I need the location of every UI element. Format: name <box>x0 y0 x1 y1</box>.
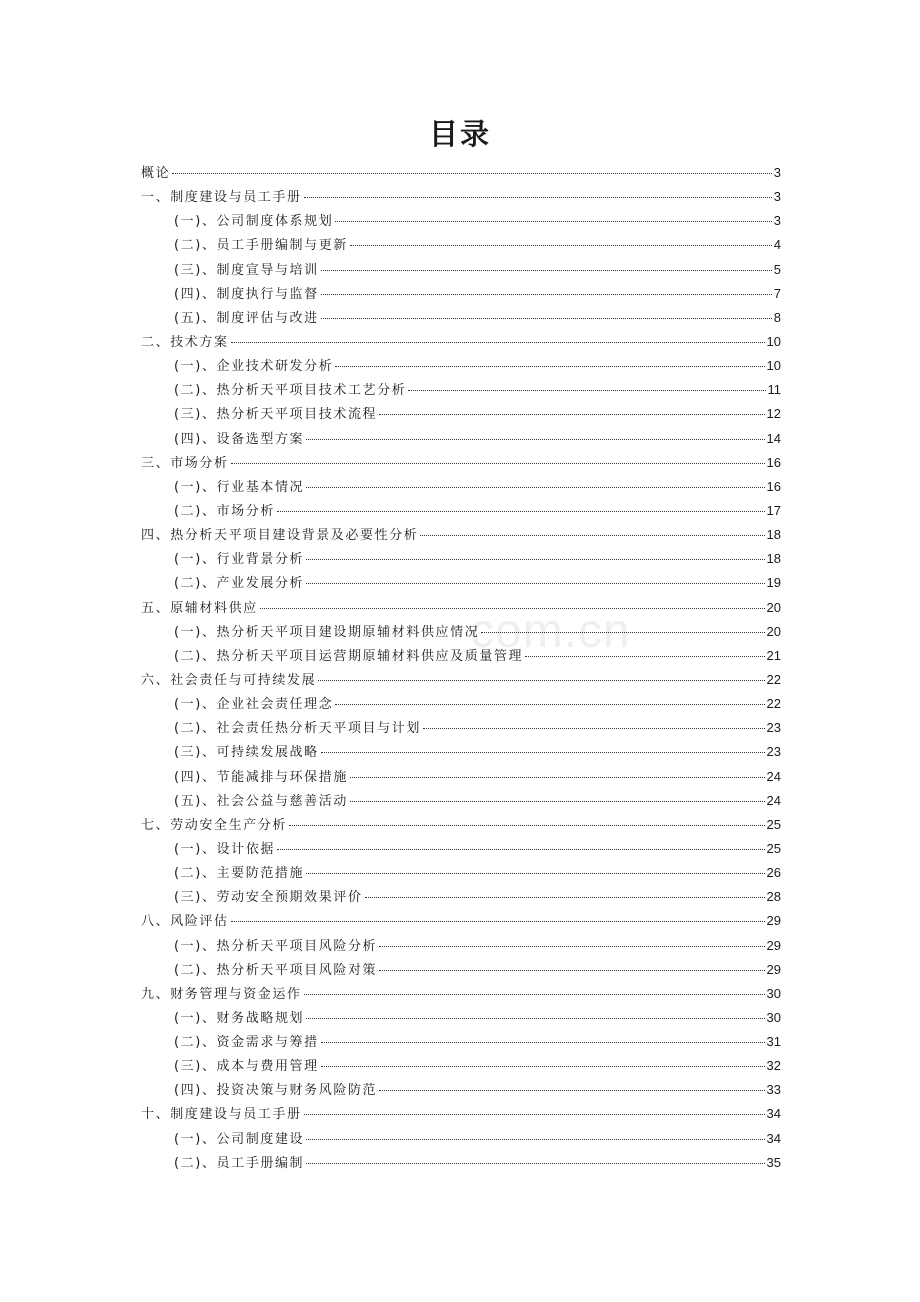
toc-entry[interactable] <box>141 185 781 209</box>
toc-entry-text: (二)、市场分析 <box>174 503 275 519</box>
toc-page-number: 22 <box>766 696 781 712</box>
toc-dot-leader <box>289 825 765 826</box>
toc-entry-text: (三)、可持续发展战略 <box>174 745 319 761</box>
toc-page-number: 30 <box>766 1009 781 1025</box>
toc-page-number: 35 <box>766 1154 781 1170</box>
toc-dot-leader <box>318 680 764 681</box>
toc-subentry[interactable] <box>141 571 781 595</box>
toc-entry[interactable] <box>141 982 781 1006</box>
toc-page-number: 26 <box>766 865 781 881</box>
toc-entry-text: (四)、制度执行与监督 <box>174 286 319 302</box>
toc-dot-leader <box>306 1163 764 1164</box>
toc-dot-leader <box>335 366 764 367</box>
toc-entry-text: (一)、公司制度建设 <box>174 1131 305 1147</box>
toc-subentry[interactable] <box>141 1006 781 1030</box>
toc-entry-text: (一)、企业社会责任理念 <box>174 697 334 713</box>
toc-page-number: 25 <box>766 840 781 856</box>
toc-page-number: 31 <box>766 1034 781 1050</box>
toc-page-number: 3 <box>773 189 781 205</box>
toc-subentry[interactable] <box>141 402 781 426</box>
watermark: com.cn <box>470 605 631 658</box>
toc-dot-leader <box>365 897 765 898</box>
toc-entry-text: (二)、资金需求与筹措 <box>174 1035 319 1051</box>
toc-page-number: 3 <box>773 213 781 229</box>
toc-dot-leader <box>306 873 764 874</box>
toc-entry[interactable] <box>141 523 781 547</box>
toc-page-number: 17 <box>766 502 781 518</box>
toc-entry-text: (二)、社会责任热分析天平项目与计划 <box>174 721 421 737</box>
toc-dot-leader <box>321 318 772 319</box>
toc-subentry[interactable] <box>141 427 781 451</box>
toc-dot-leader <box>379 970 764 971</box>
toc-entry-text: (四)、设备选型方案 <box>174 431 305 447</box>
toc-subentry[interactable] <box>141 765 781 789</box>
toc-page-number: 16 <box>766 478 781 494</box>
toc-subentry[interactable] <box>141 789 781 813</box>
toc-page-number: 14 <box>766 430 781 446</box>
toc-dot-leader <box>321 1066 765 1067</box>
toc-entry-text: (三)、热分析天平项目技术流程 <box>174 407 378 423</box>
toc-entry-text: (一)、设计依据 <box>174 841 275 857</box>
toc-page-number: 5 <box>773 261 781 277</box>
toc-dot-leader <box>277 511 765 512</box>
toc-dot-leader <box>379 414 764 415</box>
toc-entry-text: (二)、热分析天平项目技术工艺分析 <box>174 383 407 399</box>
toc-entry-text: 九、财务管理与资金运作 <box>141 986 302 1002</box>
toc-subentry[interactable] <box>141 475 781 499</box>
toc-page-number: 21 <box>766 647 781 663</box>
toc-dot-leader <box>321 270 772 271</box>
toc-dot-leader <box>379 1090 764 1091</box>
toc-page-number: 29 <box>766 913 781 929</box>
toc-dot-leader <box>306 439 764 440</box>
toc-subentry[interactable] <box>141 885 781 909</box>
toc-page-number: 8 <box>773 309 781 325</box>
toc-page-number: 34 <box>766 1106 781 1122</box>
toc-subentry[interactable] <box>141 499 781 523</box>
toc-dot-leader <box>379 946 764 947</box>
toc-page-number: 20 <box>766 599 781 615</box>
toc-dot-leader <box>423 728 765 729</box>
toc-entry-text: (一)、企业技术研发分析 <box>174 359 334 375</box>
toc-subentry[interactable] <box>141 740 781 764</box>
toc-dot-leader <box>321 752 765 753</box>
toc-page-number: 30 <box>766 985 781 1001</box>
toc-dot-leader <box>304 1114 765 1115</box>
toc-subentry[interactable] <box>141 837 781 861</box>
toc-subentry[interactable] <box>141 1151 781 1175</box>
toc-entry-text: (三)、成本与费用管理 <box>174 1059 319 1075</box>
toc-entry-text: 三、市场分析 <box>141 455 229 471</box>
toc-dot-leader <box>350 801 765 802</box>
toc-subentry[interactable] <box>141 378 781 402</box>
toc-dot-leader <box>408 390 765 391</box>
toc-subentry[interactable] <box>141 716 781 740</box>
toc-page-number: 10 <box>766 358 781 374</box>
toc-dot-leader <box>277 849 765 850</box>
toc-entry-text: 二、技术方案 <box>141 334 229 350</box>
toc-dot-leader <box>321 294 772 295</box>
toc-entry-text: (一)、财务战略规划 <box>174 1010 305 1026</box>
toc-subentry[interactable] <box>141 209 781 233</box>
toc-dot-leader <box>306 1139 764 1140</box>
toc-entry[interactable] <box>141 161 781 185</box>
toc-subentry[interactable] <box>141 282 781 306</box>
toc-page-number: 16 <box>766 454 781 470</box>
toc-entry-text: (三)、制度宣导与培训 <box>174 262 319 278</box>
toc-dot-leader <box>231 921 765 922</box>
toc-entry-text: (一)、行业基本情况 <box>174 479 305 495</box>
toc-page-number: 24 <box>766 768 781 784</box>
toc-subentry[interactable] <box>141 934 781 958</box>
toc-entry-text: 一、制度建设与员工手册 <box>141 190 302 206</box>
toc-page-number: 34 <box>766 1130 781 1146</box>
toc-entry-text: (二)、产业发展分析 <box>174 576 305 592</box>
toc-entry-text: (一)、公司制度体系规划 <box>174 214 334 230</box>
toc-page-number: 19 <box>766 575 781 591</box>
toc-entry-text: 六、社会责任与可持续发展 <box>141 672 317 688</box>
toc-page-number: 18 <box>766 527 781 543</box>
toc-page-number: 7 <box>773 285 781 301</box>
toc-entry[interactable] <box>141 668 781 692</box>
toc-entry-text: (五)、制度评估与改进 <box>174 310 319 326</box>
toc-dot-leader <box>525 656 764 657</box>
toc-entry-text: 四、热分析天平项目建设背景及必要性分析 <box>141 528 419 544</box>
toc-dot-leader <box>231 463 765 464</box>
toc-entry-text: (一)、热分析天平项目建设期原辅材料供应情况 <box>174 624 480 640</box>
toc-page-number: 29 <box>766 937 781 953</box>
toc-subentry[interactable] <box>141 1078 781 1102</box>
toc-subentry[interactable] <box>141 306 781 330</box>
toc-entry-text: 十、制度建设与员工手册 <box>141 1107 302 1123</box>
toc-page-number: 25 <box>766 816 781 832</box>
toc-entry-text: (四)、投资决策与财务风险防范 <box>174 1083 378 1099</box>
toc-entry-text: 八、风险评估 <box>141 914 229 930</box>
toc-dot-leader <box>321 1042 765 1043</box>
toc-dot-leader <box>306 487 764 488</box>
toc-entry-text: (一)、行业背景分析 <box>174 552 305 568</box>
toc-dot-leader <box>304 197 772 198</box>
toc-entry-text: (四)、节能减排与环保措施 <box>174 769 348 785</box>
toc-page-number: 23 <box>766 744 781 760</box>
toc-subentry[interactable] <box>141 1127 781 1151</box>
toc-entry[interactable] <box>141 813 781 837</box>
toc-subentry[interactable] <box>141 958 781 982</box>
toc-entry-text: 五、原辅材料供应 <box>141 600 258 616</box>
toc-entry-text: (五)、社会公益与慈善活动 <box>174 793 348 809</box>
toc-entry[interactable] <box>141 909 781 933</box>
toc-entry-text: 七、劳动安全生产分析 <box>141 817 288 833</box>
toc-subentry[interactable] <box>141 861 781 885</box>
toc-dot-leader <box>172 173 772 174</box>
toc-title: 目录 <box>428 117 491 151</box>
toc-entry-text: 概论 <box>141 166 171 181</box>
toc-subentry[interactable] <box>141 692 781 716</box>
toc-page-number: 11 <box>767 382 781 398</box>
toc-page-number: 10 <box>766 333 781 349</box>
toc-list <box>141 161 781 1175</box>
toc-entry-text: (二)、员工手册编制 <box>174 1155 305 1171</box>
toc-page-number: 12 <box>766 406 781 422</box>
toc-page-number: 24 <box>766 792 781 808</box>
toc-page-number: 20 <box>766 623 781 639</box>
toc-entry[interactable] <box>141 1102 781 1126</box>
toc-dot-leader <box>304 994 765 995</box>
toc-page-number: 23 <box>766 720 781 736</box>
toc-page-number: 3 <box>773 165 781 180</box>
toc-entry-text: (一)、热分析天平项目风险分析 <box>174 938 378 954</box>
toc-page-number: 29 <box>766 961 781 977</box>
toc-subentry[interactable] <box>141 258 781 282</box>
toc-dot-leader <box>306 1018 764 1019</box>
toc-dot-leader <box>335 221 771 222</box>
toc-entry[interactable] <box>141 596 781 620</box>
toc-entry-text: (二)、员工手册编制与更新 <box>174 238 348 254</box>
toc-page-number: 4 <box>773 237 781 253</box>
toc-dot-leader <box>481 632 764 633</box>
toc-page-number: 33 <box>766 1082 781 1098</box>
toc-subentry[interactable] <box>141 233 781 257</box>
toc-entry-text: (三)、劳动安全预期效果评价 <box>174 890 363 906</box>
toc-page-number: 28 <box>766 889 781 905</box>
toc-entry-text: (二)、热分析天平项目风险对策 <box>174 962 378 978</box>
toc-dot-leader <box>420 535 764 536</box>
toc-dot-leader <box>350 777 765 778</box>
toc-subentry[interactable] <box>141 1054 781 1078</box>
toc-page-number: 32 <box>766 1058 781 1074</box>
toc-page-number: 18 <box>766 551 781 567</box>
toc-dot-leader <box>260 608 765 609</box>
toc-dot-leader <box>306 583 764 584</box>
toc-entry[interactable] <box>141 330 781 354</box>
toc-page-number: 22 <box>766 671 781 687</box>
toc-subentry[interactable] <box>141 1030 781 1054</box>
toc-subentry[interactable] <box>141 354 781 378</box>
toc-subentry[interactable] <box>141 547 781 571</box>
toc-dot-leader <box>231 342 765 343</box>
toc-dot-leader <box>335 704 764 705</box>
toc-entry-text: (二)、热分析天平项目运营期原辅材料供应及质量管理 <box>174 648 524 664</box>
toc-entry[interactable] <box>141 451 781 475</box>
toc-dot-leader <box>350 245 772 246</box>
toc-entry-text: (二)、主要防范措施 <box>174 866 305 882</box>
toc-dot-leader <box>306 559 764 560</box>
toc-subentry[interactable] <box>141 620 781 644</box>
toc-subentry[interactable] <box>141 644 781 668</box>
